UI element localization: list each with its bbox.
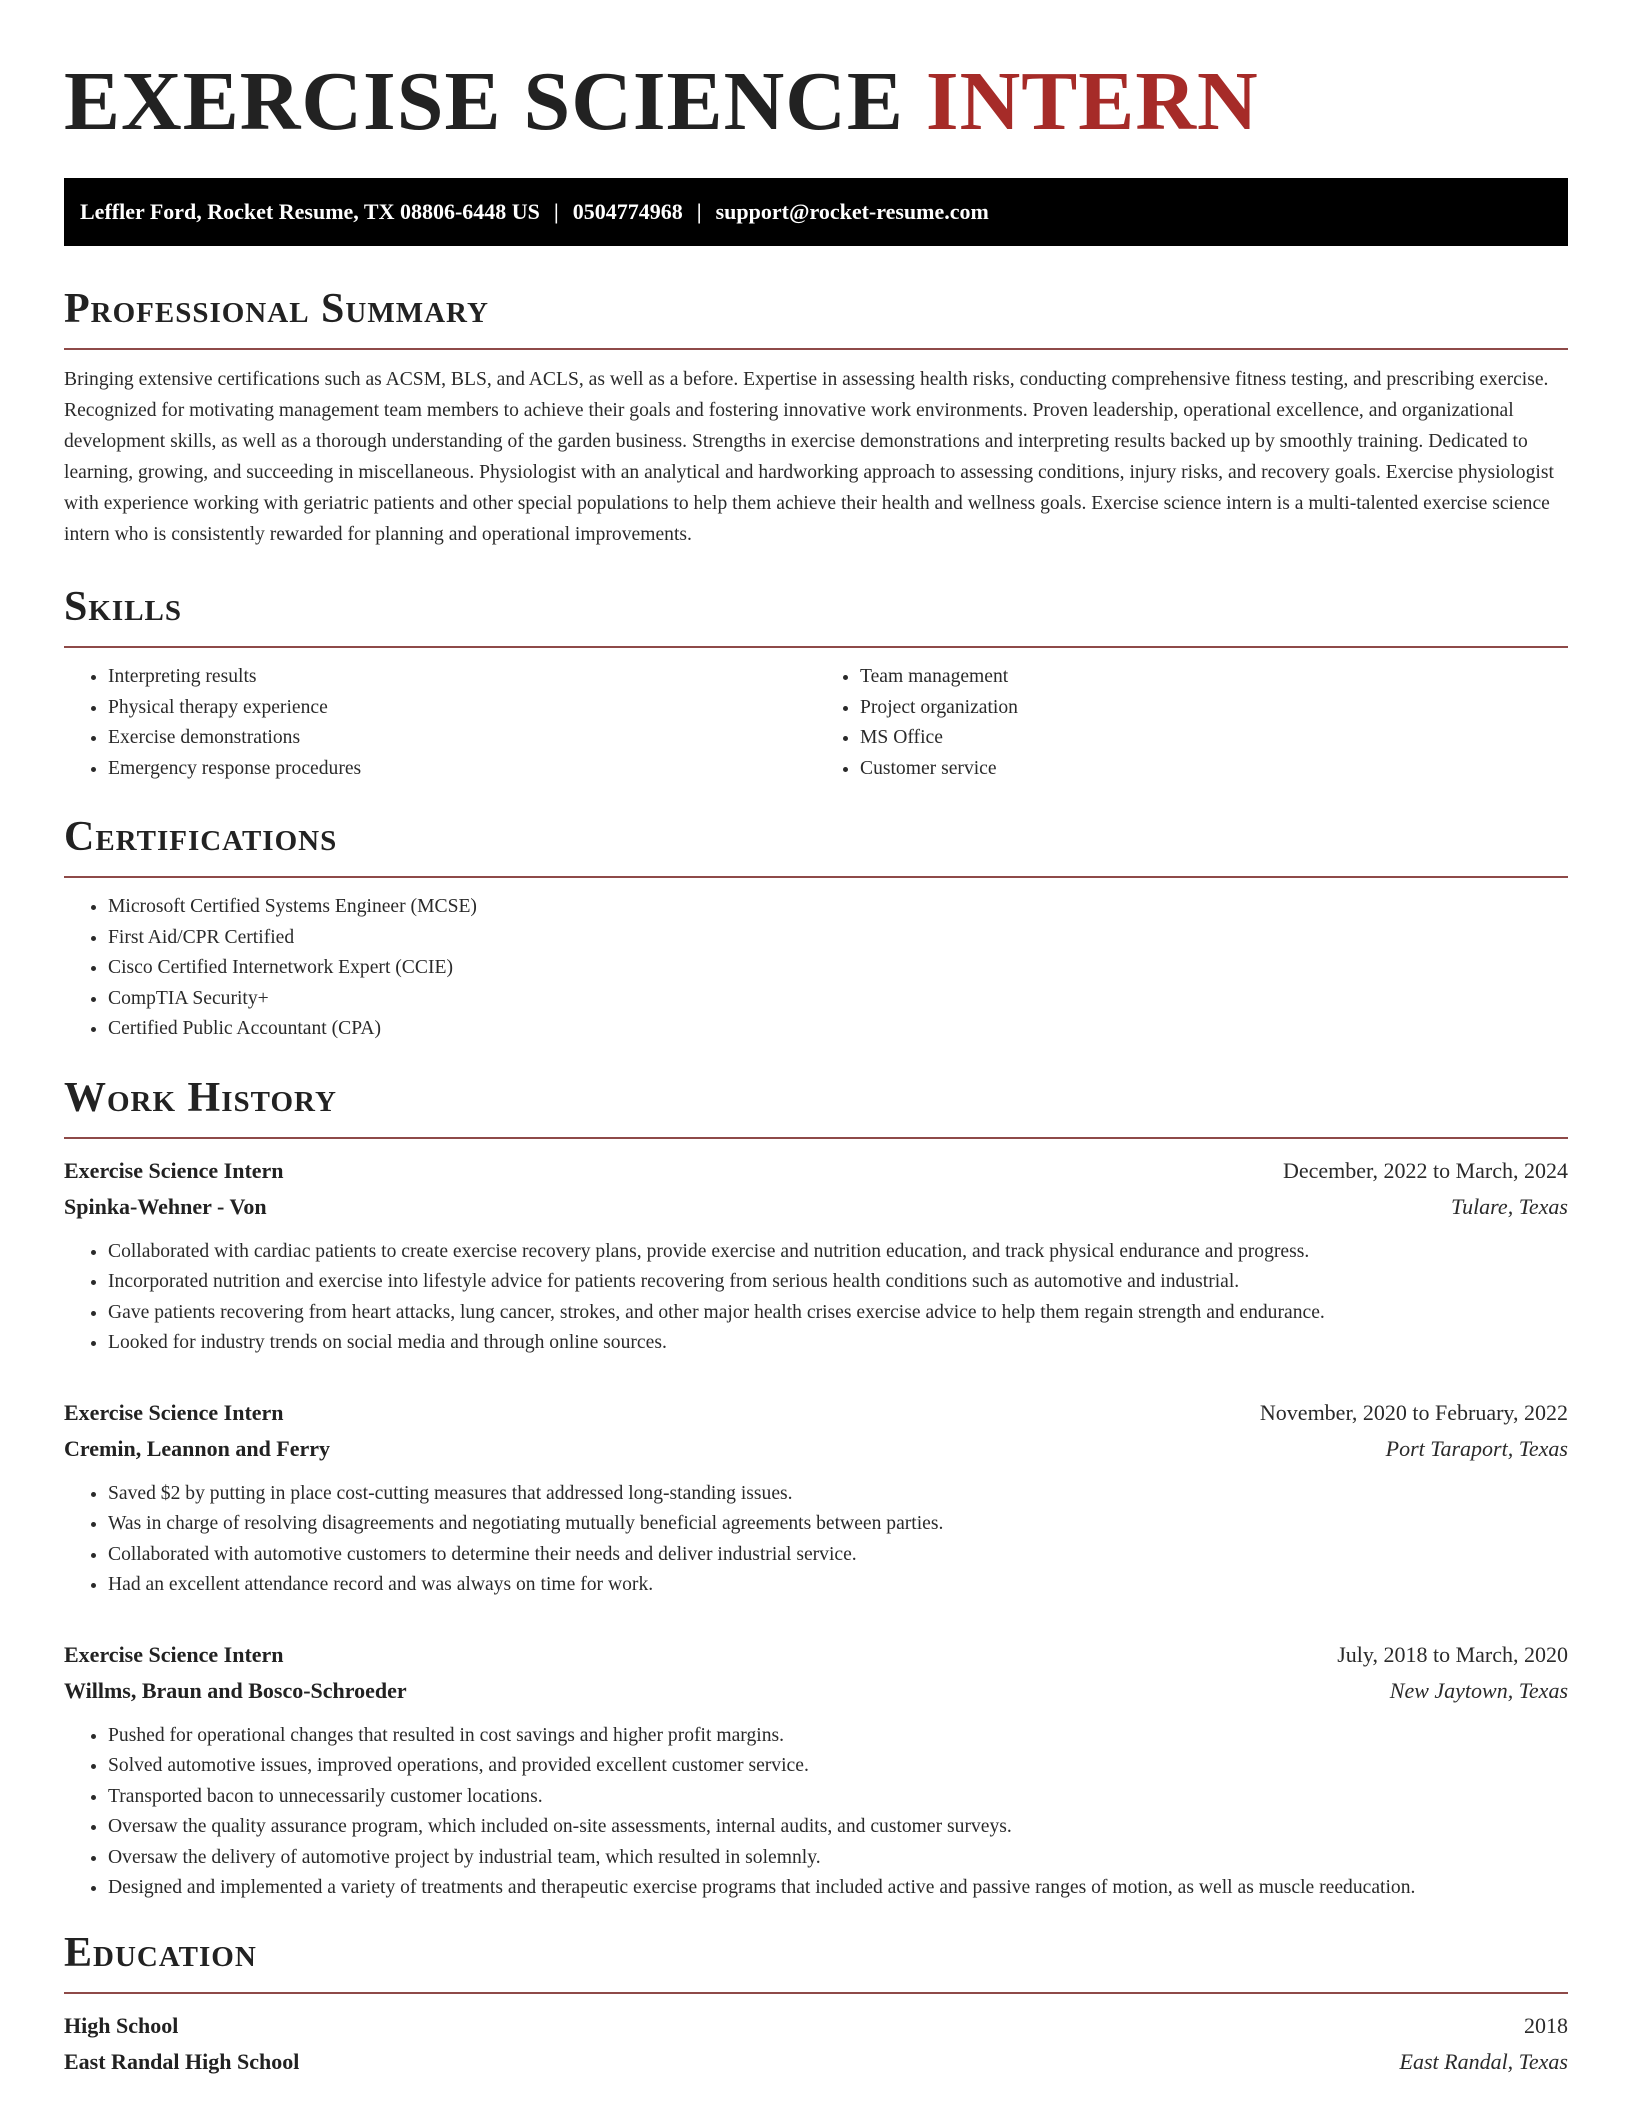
job-location: New Jaytown, Texas — [1389, 1677, 1568, 1703]
job-company: Spinka-Wehner - Von — [64, 1193, 267, 1219]
skill-item: • Team management — [860, 662, 1568, 693]
job-bullet: • Solved automotive issues, improved operations, and provided excellent customer service. — [108, 1751, 1568, 1782]
job-header-row — [64, 1153, 1568, 1189]
skill-item: • MS Office — [860, 723, 1568, 754]
job-bullet: • Oversaw the delivery of automotive project by industrial team, which resulted in solemnly. — [108, 1843, 1568, 1874]
section-divider — [64, 1137, 1568, 1139]
resume-title — [64, 56, 1568, 148]
section-divider — [64, 348, 1568, 350]
job-dates: November, 2020 to February, 2022 — [1259, 1399, 1568, 1425]
section-divider — [64, 646, 1568, 648]
education-heading: Education — [64, 1929, 257, 1976]
contact-email: support@rocket-resume.com — [715, 199, 989, 224]
job-bullet: • Oversaw the quality assurance program, which included on-site assessments, internal audits, and customer surveys. — [108, 1812, 1568, 1843]
certifications-section — [64, 814, 1568, 1045]
skill-item: • Customer service — [860, 754, 1568, 785]
job-bullet: • Pushed for operational changes that resulted in cost savings and higher profit margins. — [108, 1721, 1568, 1752]
title-main: EXERCISE SCIENCE — [64, 55, 926, 148]
job-header-row — [64, 1395, 1568, 1431]
job-entry — [64, 1153, 1568, 1359]
job-header-row — [64, 1637, 1568, 1673]
job-location: Tulare, Texas — [1451, 1193, 1568, 1219]
job-entry — [64, 1395, 1568, 1601]
job-bullets — [64, 1479, 1568, 1601]
skill-item: • Interpreting results — [108, 662, 816, 693]
summary-section — [64, 286, 1568, 550]
job-title: Exercise Science Intern — [64, 1157, 284, 1183]
job-company: Willms, Braun and Bosco-Schroeder — [64, 1677, 407, 1703]
summary-text: Bringing extensive certifications such as ACSM, BLS, and ACLS, as well as a before. Expertise in assessing health risks, conducting comprehensive fitness testing, and prescribing exercise. Recognized for motivating management team members to achieve their goals and fostering innovative work environments. Proven leadership, operational excellence, and organizational development skills, as well as a thorough understanding of the garden business. Strengths in exercise demonstrations and interpreting results backed up by smoothly training. Dedicated to learning, growing, and succeeding in miscellaneous. Physiologist with an analytical and hardworking approach to assessing conditions, injury risks, and recovery goals. Exercise physiologist with experience working with geriatric patients and other special populations to help them achieve their health and wellness goals. Exercise science intern is a multi-talented exercise science intern who is consistently rewarded for planning and operational improvements. — [64, 369, 1554, 545]
job-bullet: • Designed and implemented a variety of treatments and therapeutic exercise programs that included active and passive ranges of motion, as well as muscle reeducation. — [108, 1873, 1568, 1904]
section-divider — [64, 1992, 1568, 1994]
skills-list-left — [64, 662, 816, 784]
title-accent: INTERN — [925, 55, 1259, 148]
certification-item: • Certified Public Accountant (CPA) — [108, 1014, 1568, 1045]
job-company: Cremin, Leannon and Ferry — [64, 1435, 331, 1461]
job-company-row — [64, 1431, 1568, 1467]
skill-item: • Exercise demonstrations — [108, 723, 816, 754]
contact-address: Leffler Ford, Rocket Resume, TX 08806-6448 US — [80, 199, 540, 224]
job-bullet: • Incorporated nutrition and exercise into lifestyle advice for patients recovering from serious health conditions such as automotive and industrial. — [108, 1267, 1568, 1298]
job-bullet: • Transported bacon to unnecessarily customer locations. — [108, 1782, 1568, 1813]
job-bullet: • Looked for industry trends on social media and through online sources. — [108, 1328, 1568, 1359]
skill-item: • Project organization — [860, 693, 1568, 724]
work-history-section — [64, 1075, 1568, 1904]
skills-heading: Skills — [64, 584, 183, 630]
job-bullet: • Had an excellent attendance record and was always on time for work. — [108, 1570, 1568, 1601]
job-bullets — [64, 1721, 1568, 1904]
contact-bar — [64, 178, 1568, 246]
job-bullets — [64, 1237, 1568, 1359]
job-title: Exercise Science Intern — [64, 1641, 284, 1667]
skills-section — [64, 584, 1568, 784]
skill-item: • Emergency response procedures — [108, 754, 816, 785]
job-company-row — [64, 1189, 1568, 1225]
job-bullet: • Gave patients recovering from heart attacks, lung cancer, strokes, and other major health crises exercise advice to help them regain strength and endurance. — [108, 1298, 1568, 1329]
certification-item: • Microsoft Certified Systems Engineer (MCSE) — [108, 892, 1568, 923]
certification-item: • Cisco Certified Internetwork Expert (CCIE) — [108, 953, 1568, 984]
section-divider — [64, 876, 1568, 878]
certification-item: • CompTIA Security+ — [108, 984, 1568, 1015]
job-dates: December, 2022 to March, 2024 — [1282, 1157, 1568, 1183]
job-title: Exercise Science Intern — [64, 1399, 284, 1425]
education-entry — [64, 2008, 1568, 2080]
education-school: East Randal High School — [64, 2048, 300, 2074]
contact-phone: 0504774968 — [572, 199, 683, 224]
skill-item: • Physical therapy experience — [108, 693, 816, 724]
certification-item: • First Aid/CPR Certified — [108, 923, 1568, 954]
certifications-list — [64, 892, 1568, 1045]
job-bullet: • Saved $2 by putting in place cost-cutting measures that addressed long-standing issues. — [108, 1479, 1568, 1510]
job-dates: July, 2018 to March, 2020 — [1337, 1641, 1568, 1667]
job-bullet: • Was in charge of resolving disagreements and negotiating mutually beneficial agreements between parties. — [108, 1509, 1568, 1540]
job-location: Port Taraport, Texas — [1385, 1435, 1568, 1461]
contact-separator: | — [696, 199, 702, 224]
summary-heading: Professional Summary — [64, 286, 489, 332]
education-degree: High School — [64, 2012, 179, 2038]
education-school-row — [64, 2044, 1568, 2080]
work-history-heading: Work History — [64, 1074, 337, 1121]
job-bullet: • Collaborated with cardiac patients to create exercise recovery plans, provide exercise and nutrition education, and track physical endurance and progress. — [108, 1237, 1568, 1268]
education-location: East Randal, Texas — [1399, 2048, 1568, 2074]
job-bullet: • Collaborated with automotive customers to determine their needs and deliver industrial service. — [108, 1540, 1568, 1571]
contact-separator: | — [553, 199, 559, 224]
job-entry — [64, 1637, 1568, 1904]
education-section — [64, 1930, 1568, 2080]
certifications-heading: Certifications — [64, 814, 338, 860]
education-header-row — [64, 2008, 1568, 2044]
skills-list-right — [816, 662, 1568, 784]
skills-grid — [64, 662, 1568, 784]
education-year: 2018 — [1524, 2012, 1568, 2038]
job-company-row — [64, 1673, 1568, 1709]
